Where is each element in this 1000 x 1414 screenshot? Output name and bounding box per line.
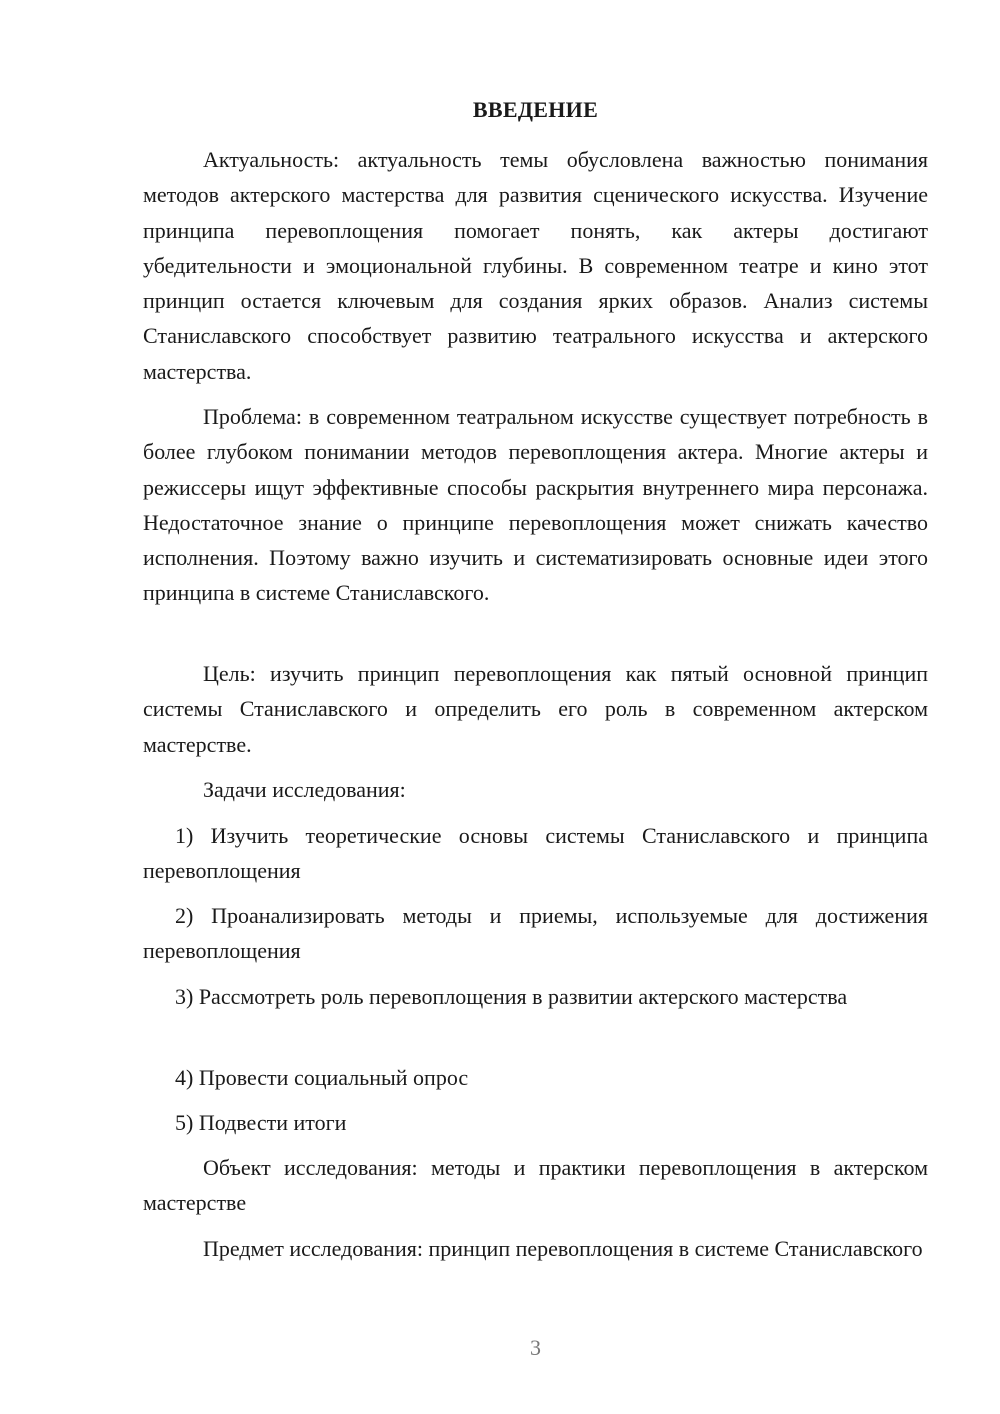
page-number: 3 [530,1335,541,1360]
tasks-heading: Задачи исследования: [203,777,406,802]
task-item-4: 4) Провести социальный опрос [175,1065,469,1090]
goal-paragraph: Цель: изучить принцип перевоплощения как пятый основной принцип системы Станиславского и определить его роль в современном актерском мастерстве. [143,661,928,757]
subject-paragraph: Предмет исследования: принцип перевоплощения в системе Станиславского [203,1236,923,1261]
problem-paragraph: Проблема: в современном театральном искусстве существует потребность в более глубоком понимании методов перевоплощения актера. Многие актеры и режиссеры ищут эффективные способы раскрытия внутреннего мира персонажа. Недостаточное знание о принципе перевоплощения может снижать качество исполнения. Поэтому важно изучить и систематизировать основные идеи этого принципа в системе Станиславского. [143,404,928,606]
task-item-3: 3) Рассмотреть роль перевоплощения в развитии актерского мастерства [175,984,848,1009]
relevance-paragraph: Актуальность: актуальность темы обусловлена важностью понимания методов актерского мастерства для развития сценического искусства. Изучение принципа перевоплощения помогает понять, как актеры достигают убедительности и эмоциональной глубины. В современном театре и кино этот принцип остается ключевым для создания ярких образов. Анализ системы Станиславского способствует развитию театрального искусства и актерского мастерства. [143,147,928,384]
task-item-5: 5) Подвести итоги [175,1110,347,1135]
task-item-1: 1) Изучить теоретические основы системы Станиславского и принципа перевоплощения [143,823,928,884]
section-title: ВВЕДЕНИЕ [472,97,599,122]
object-paragraph: Объект исследования: методы и практики перевоплощения в актерском мастерстве [143,1155,928,1216]
task-item-2: 2) Проанализировать методы и приемы, используемые для достижения перевоплощения [143,903,928,964]
document-page [143,0,928,1414]
